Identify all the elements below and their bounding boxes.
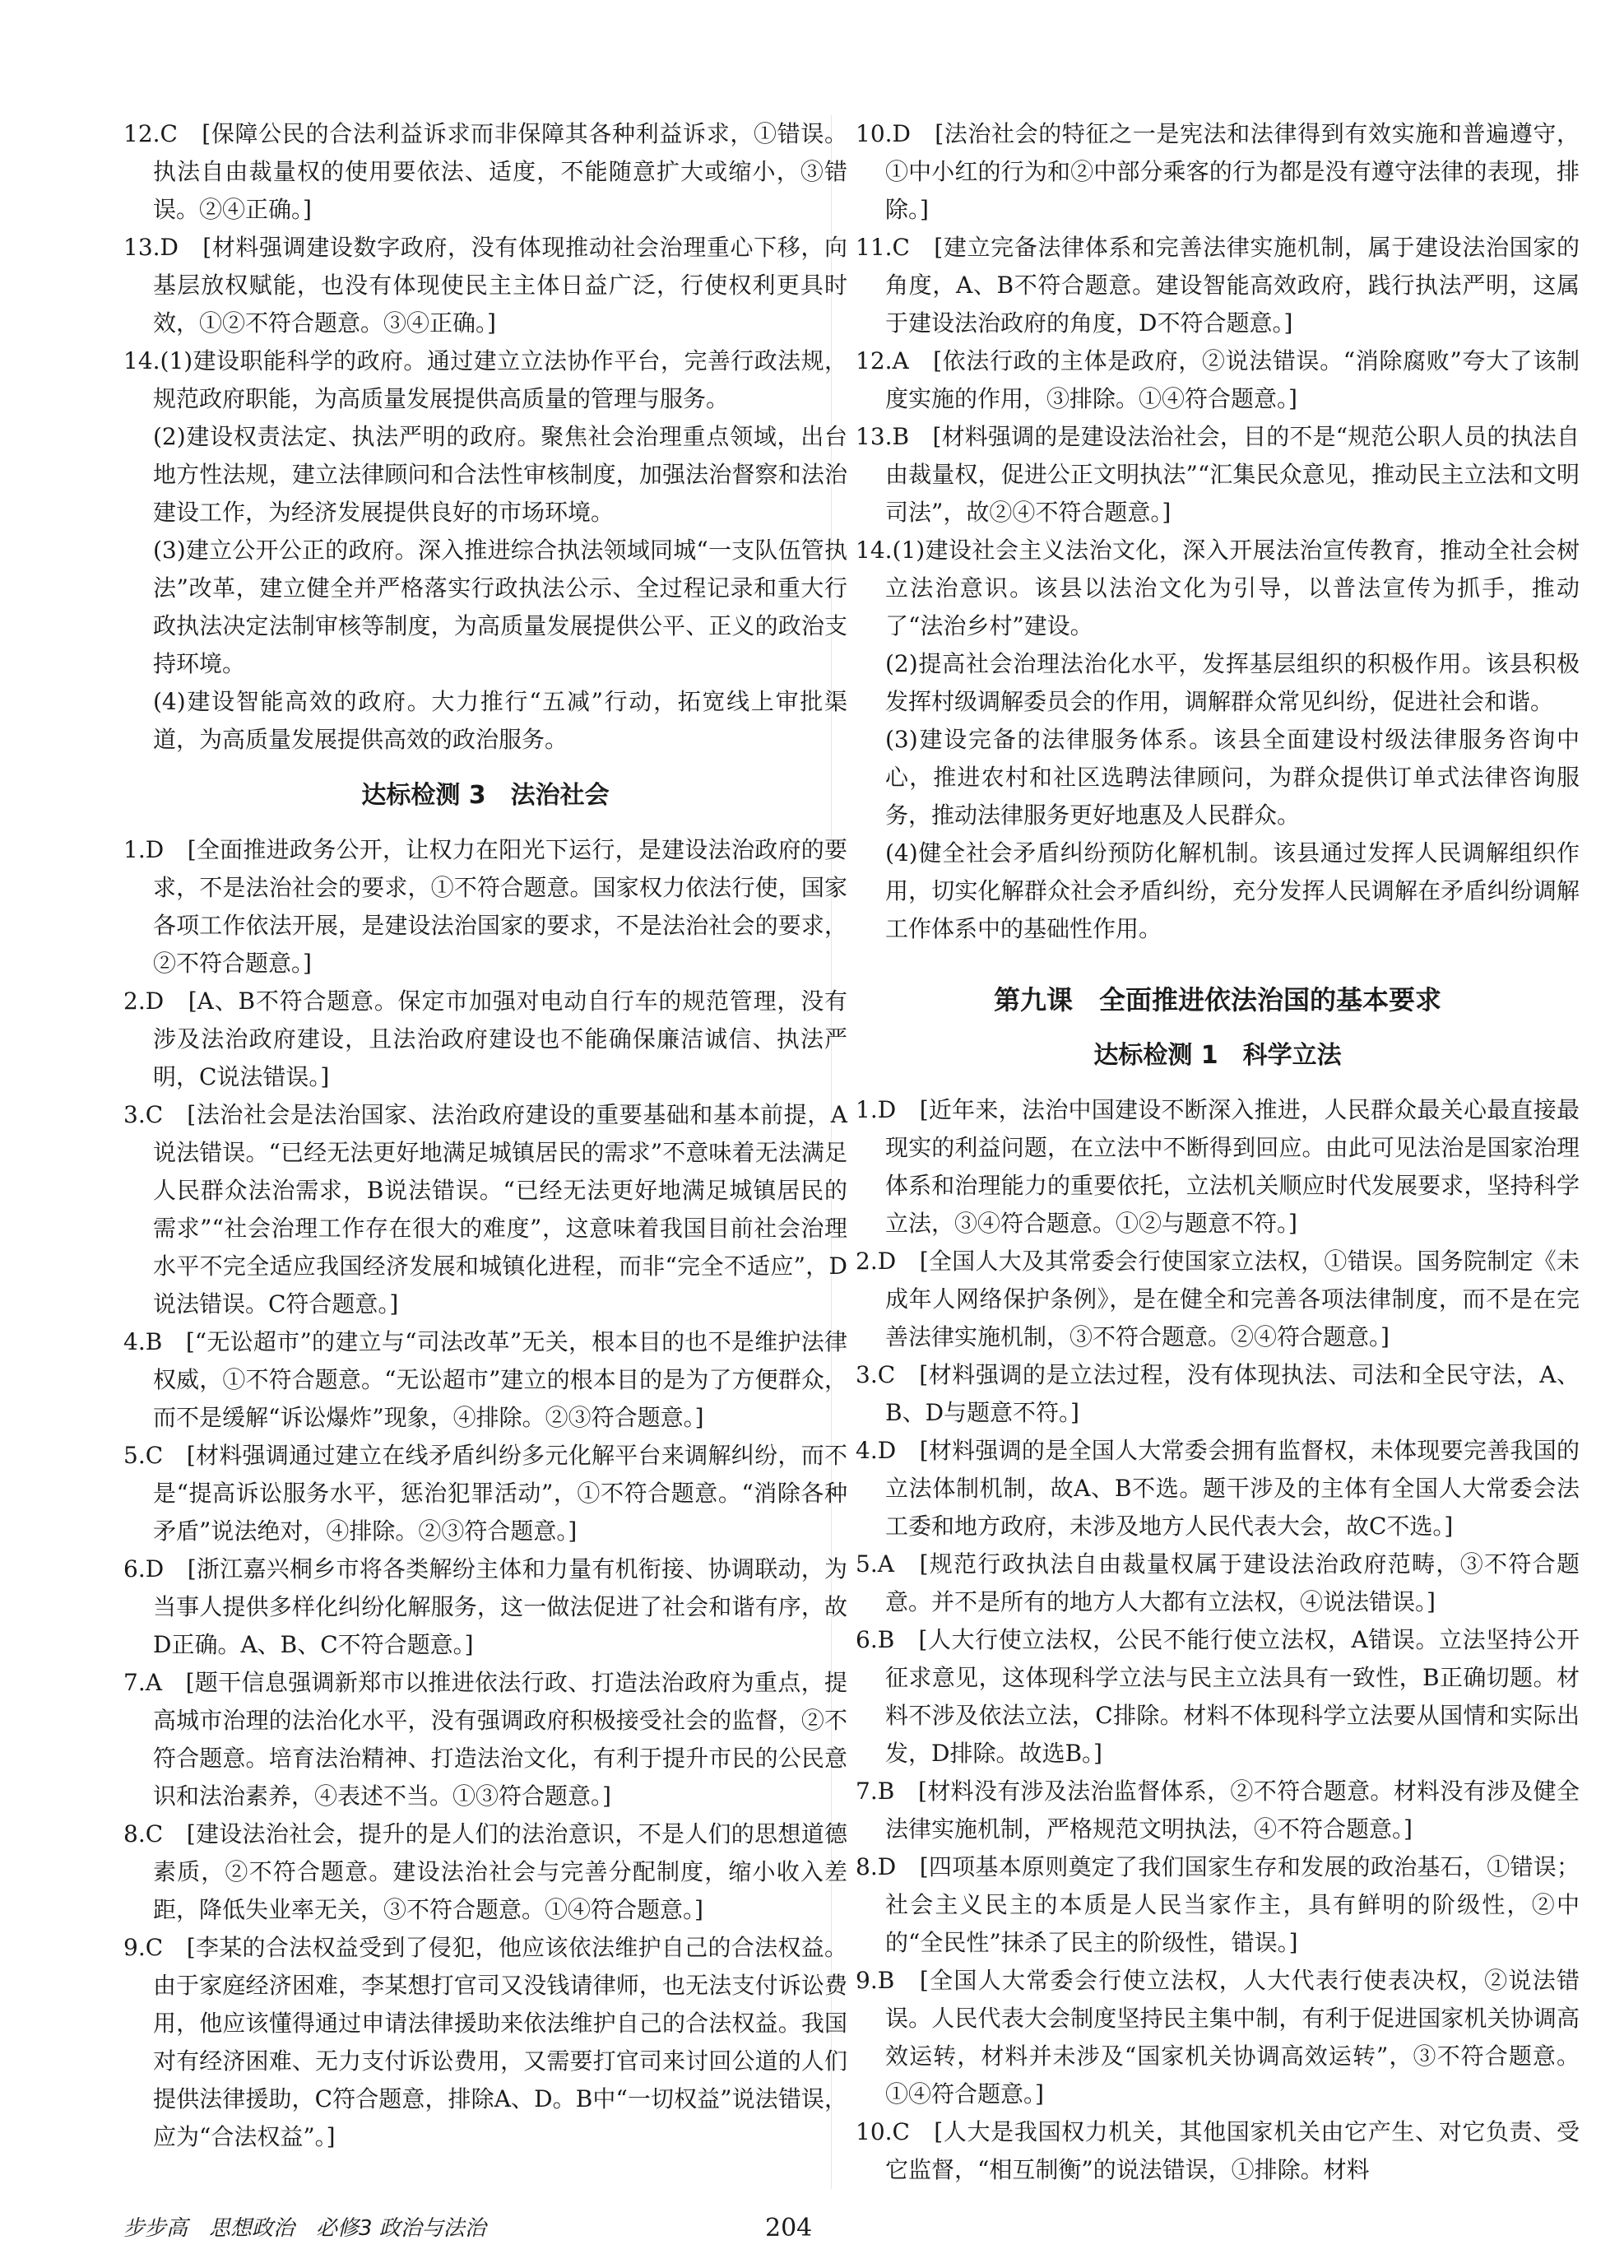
answer-item: 12.C [保障公民的合法利益诉求而非保障其各种利益诉求，①错误。执法自由裁量权的使用要依法、适度，不能随意扩大或缩小，③错误。②④正确。]	[123, 120, 847, 223]
answer-paragraph: (2)建设权责法定、执法严明的政府。聚焦社会治理重点领域，出台地方性法规，建立法律顾问和合法性审核制度，加强法治督察和法治建设工作，为经济发展提供良好的市场环境。	[153, 423, 847, 526]
answer-paragraph: (4)建设智能高效的政府。大力推行“五减”行动，拓宽线上审批渠道，为高质量发展提供高效的政治服务。	[153, 688, 847, 753]
answer-item: 9.B [全国人大常委会行使立法权，人大代表行使表决权，②说法错误。人民代表大会制度坚持民主集中制，有利于促进国家机关协调高效运转，材料并未涉及“国家机关协调高效运转”，③不符合题意。①④符合题意。]	[856, 1967, 1580, 2108]
answer-item: 12.A [依法行政的主体是政府，②说法错误。“消除腐败”夸大了该制度实施的作用，③排除。①④符合题意。]	[856, 347, 1580, 412]
book-title: 步步高 思想政治 必修3 政治与法治	[123, 2216, 486, 2241]
answer-item: 13.D [材料强调建设数字政府，没有体现推动社会治理重心下移，向基层放权赋能，也没有体现使民主主体日益广泛，行使权利更具时效，①②不符合题意。③④正确。]	[123, 234, 847, 337]
answer-item: 8.D [四项基本原则奠定了我们国家生存和发展的政治基石，①错误；社会主义民主的本质是人民当家作主，具有鲜明的阶级性，②中的“全民性”抹杀了民主的阶级性，错误。]	[856, 1853, 1580, 1956]
answer-item: 6.B [人大行使立法权，公民不能行使立法权，A错误。立法坚持公开征求意见，这体现科学立法与民主立法具有一致性，B正确切题。材料不涉及依法立法，C排除。材料不体现科学立法要从国情和实际出发，D排除。故选B。]	[856, 1626, 1580, 1767]
answer-item: 10.C [人大是我国权力机关，其他国家机关由它产生、对它负责、受它监督，“相互制衡”的说法错误，①排除。材料	[856, 2118, 1580, 2183]
answer-paragraph: (2)提高社会治理法治化水平，发挥基层组织的积极作用。该县积极发挥村级调解委员会的作用，调解群众常见纠纷，促进社会和谐。	[885, 650, 1580, 715]
answer-item: 13.B [材料强调的是建设法治社会，目的不是“规范公职人员的执法自由裁量权，促进公正文明执法”“汇集民众意见，推动民主立法和文明司法”，故②④不符合题意。]	[856, 423, 1580, 526]
answer-item: 2.D [A、B不符合题意。保定市加强对电动自行车的规范管理，没有涉及法治政府建设，且法治政府建设也不能确保廉洁诚信、执法严明，C说法错误。]	[123, 988, 847, 1090]
lesson-title: 第九课 全面推进依法治国的基本要求	[993, 984, 1441, 1015]
answer-item: 4.B [“无讼超市”的建立与“司法改革”无关，根本目的也不是维护法律权威，①不符合题意。“无讼超市”建立的根本目的是为了方便群众，而不是缓解“诉讼爆炸”现象，④排除。②③符合题意。]	[123, 1328, 847, 1431]
answer-paragraph: (3)建立公开公正的政府。深入推进综合执法领域同城“一支队伍管执法”改革，建立健全并严格落实行政执法公示、全过程记录和重大行政执法决定法制审核等制度，为高质量发展提供公平、正义的政治支持环境。	[153, 537, 847, 677]
answer-item: 1.D [全面推进政务公开，让权力在阳光下运行，是建设法治政府的要求，不是法治社会的要求，①不符合题意。国家权力依法行使，国家各项工作依法开展，是建设法治国家的要求，不是法治社会的要求，②不符合题意。]	[123, 836, 847, 977]
answer-item: 3.C [法治社会是法治国家、法治政府建设的重要基础和基本前提，A说法错误。“已经无法更好地满足城镇居民的需求”不意味着无法满足人民群众法治需求，B说法错误。“已经无法更好地满足城镇居民的需求”“社会治理工作存在很大的难度”，这意味着我国目前社会治理水平不完全适应我国经济发展和城镇化进程，而非“完全不适应”，D说法错误。C符合题意。]	[123, 1101, 847, 1318]
answer-item: 8.C [建设法治社会，提升的是人们的法治意识，不是人们的思想道德素质，②不符合题意。建设法治社会与完善分配制度，缩小收入差距，降低失业率无关，③不符合题意。①④符合题意。]	[123, 1820, 847, 1923]
page-number: 204	[765, 2214, 813, 2242]
answer-paragraph: (4)健全社会矛盾纠纷预防化解机制。该县通过发挥人民调解组织作用，切实化解群众社会矛盾纠纷，充分发挥人民调解在矛盾纠纷调解工作体系中的基础性作用。	[885, 839, 1580, 942]
answer-item: 3.C [材料强调的是立法过程，没有体现执法、司法和全民守法，A、B、D与题意不符。]	[856, 1361, 1580, 1426]
left-column	[123, 115, 847, 2156]
answer-item: 9.C [李某的合法权益受到了侵犯，他应该依法维护自己的合法权益。由于家庭经济困难，李某想打官司又没钱请律师，也无法支付诉讼费用，他应该懂得通过申请法律援助来依法维护自己的合法权益。我国对有经济困难、无力支付诉讼费用，又需要打官司来讨回公道的人们提供法律援助，C符合题意，排除A、D。B中“一切权益”说法错误，应为“合法权益”。]	[123, 1934, 847, 2150]
answer-item: 10.D [法治社会的特征之一是宪法和法律得到有效实施和普遍遵守，①中小红的行为和②中部分乘客的行为都是没有遵守法律的表现，排除。]	[856, 120, 1580, 223]
answer-item: 6.D [浙江嘉兴桐乡市将各类解纷主体和力量有机衔接、协调联动，为当事人提供多样化纠纷化解服务，这一做法促进了社会和谐有序，故D正确。A、B、C不符合题意。]	[123, 1555, 847, 1658]
answer-item: 5.A [规范行政执法自由裁量权属于建设法治政府范畴，③不符合题意。并不是所有的地方人大都有立法权，④说法错误。]	[856, 1550, 1580, 1615]
answer-item: 5.C [材料强调通过建立在线矛盾纠纷多元化解平台来调解纠纷，而不是“提高诉讼服务水平，惩治犯罪活动”，①不符合题意。“消除各种矛盾”说法绝对，④排除。②③符合题意。]	[123, 1442, 847, 1545]
answer-item: 1.D [近年来，法治中国建设不断深入推进，人民群众最关心最直接最现实的利益问题，在立法中不断得到回应。由此可见法治是国家治理体系和治理能力的重要依托，立法机关顺应时代发展要求，坚持科学立法，③④符合题意。①②与题意不符。]	[856, 1096, 1580, 1237]
answer-item: 4.D [材料强调的是全国人大常委会拥有监督权，未体现要完善我国的立法体制机制，故A、B不选。题干涉及的主体有全国人大常委会法工委和地方政府，未涉及地方人民代表大会，故C不选。]	[856, 1437, 1580, 1540]
answer-paragraph: (3)建设完备的法律服务体系。该县全面建设村级法律服务咨询中心，推进农村和社区选聘法律顾问，为群众提供订单式法律咨询服务，推动法律服务更好地惠及人民群众。	[885, 726, 1580, 829]
answer-item: 7.B [材料没有涉及法治监督体系，②不符合题意。材料没有涉及健全法律实施机制，严格规范文明执法，④不符合题意。]	[856, 1778, 1580, 1843]
section-title: 达标检测 3 法治社会	[361, 781, 610, 810]
answer-item: 11.C [建立完备法律体系和完善法律实施机制，属于建设法治国家的角度，A、B不符合题意。建设智能高效政府，践行执法严明，这属于建设法治政府的角度，D不符合题意。]	[856, 234, 1580, 337]
right-column	[856, 115, 1580, 2189]
answer-item: 7.A [题干信息强调新郑市以推进依法行政、打造法治政府为重点，提高城市治理的法治化水平，没有强调政府积极接受社会的监督，②不符合题意。培育法治精神、打造法治文化，有利于提升市民的公民意识和法治素养，④表述不当。①③符合题意。]	[123, 1669, 847, 1810]
answer-item: 14.(1)建设社会主义法治文化，深入开展法治宣传教育，推动全社会树立法治意识。该县以法治文化为引导，以普法宣传为抓手，推动了“法治乡村”建设。	[856, 537, 1580, 639]
answer-item: 2.D [全国人大及其常委会行使国家立法权，①错误。国务院制定《未成年人网络保护条例》，是在健全和完善各项法律制度，而不是在完善法律实施机制，③不符合题意。②④符合题意。]	[856, 1248, 1580, 1350]
section-title: 达标检测 1 科学立法	[1093, 1041, 1342, 1070]
answer-item: 14.(1)建设职能科学的政府。通过建立立法协作平台，完善行政法规，规范政府职能，为高质量发展提供高质量的管理与服务。	[123, 347, 847, 412]
page-footer	[123, 2212, 1583, 2245]
